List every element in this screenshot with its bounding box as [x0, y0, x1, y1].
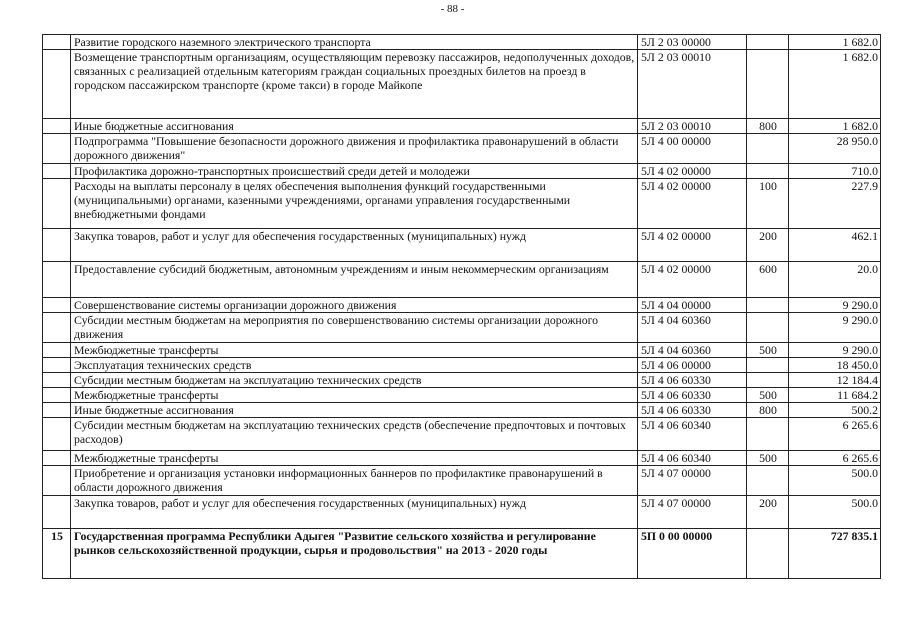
target-code-cell: 5Л 4 02 00000: [638, 164, 747, 179]
amount-cell: 11 684.2: [789, 388, 881, 403]
target-code-cell: 5Л 4 04 60360: [638, 313, 747, 343]
expense-type-cell: [747, 529, 789, 579]
item-name-cell: Субсидии местным бюджетам на эксплуатацию технических средств: [71, 373, 638, 388]
item-name-cell: Совершенствование системы организации дорожного движения: [71, 298, 638, 313]
item-name-cell: Возмещение транспортным организациям, осуществляющим перевозку пассажиров, недополученных доходов, связанных с реализацией отдельным категориям граждан социальных проездных билетов на проезд в городском пассажирском транспорте (кроме такси) в городе Майкопе: [71, 50, 638, 119]
row-number-cell: 15: [43, 529, 71, 579]
amount-cell: 6 265.6: [789, 451, 881, 466]
item-name-cell: Межбюджетные трансферты: [71, 388, 638, 403]
expense-type-cell: [747, 50, 789, 119]
target-code-cell: 5Л 4 06 60330: [638, 373, 747, 388]
expense-type-cell: [747, 35, 789, 50]
target-code-cell: 5П 0 00 00000: [638, 529, 747, 579]
table-row: [43, 298, 881, 313]
table-row: [43, 134, 881, 164]
amount-cell: 1 682.0: [789, 119, 881, 134]
amount-cell: 500.2: [789, 403, 881, 418]
item-name-cell: Приобретение и организация установки информационных баннеров по профилактике правонарушений в области дорожного движения: [71, 466, 638, 496]
target-code-cell: 5Л 4 02 00000: [638, 179, 747, 229]
expense-type-cell: 800: [747, 403, 789, 418]
expense-type-cell: 500: [747, 451, 789, 466]
amount-cell: 28 950.0: [789, 134, 881, 164]
table-row: [43, 229, 881, 262]
table-row: [43, 403, 881, 418]
target-code-cell: 5Л 4 02 00000: [638, 262, 747, 298]
row-number-cell: [43, 403, 71, 418]
item-name-cell: Государственная программа Республики Адыгея "Развитие сельского хозяйства и регулирование рынков сельскохозяйственной продукции, сырья и продовольствия" на 2013 - 2020 годы: [71, 529, 638, 579]
table-row: [43, 262, 881, 298]
target-code-cell: 5Л 4 07 00000: [638, 466, 747, 496]
expense-type-cell: 200: [747, 229, 789, 262]
table-row: [43, 179, 881, 229]
amount-cell: 6 265.6: [789, 418, 881, 451]
item-name-cell: Расходы на выплаты персоналу в целях обеспечения выполнения функций государственными (муниципальными) органами, казенными учреждениями, органами управления государственными внебюджетными фондами: [71, 179, 638, 229]
row-number-cell: [43, 119, 71, 134]
expense-type-cell: [747, 134, 789, 164]
item-name-cell: Эксплуатация технических средств: [71, 358, 638, 373]
item-name-cell: Межбюджетные трансферты: [71, 343, 638, 358]
target-code-cell: 5Л 2 03 00010: [638, 119, 747, 134]
table-row: [43, 373, 881, 388]
amount-cell: 227.9: [789, 179, 881, 229]
expense-type-cell: 200: [747, 496, 789, 529]
amount-cell: 9 290.0: [789, 313, 881, 343]
table-row: [43, 343, 881, 358]
budget-table-body: [43, 35, 881, 579]
amount-cell: 1 682.0: [789, 50, 881, 119]
item-name-cell: Закупка товаров, работ и услуг для обеспечения государственных (муниципальных) нужд: [71, 229, 638, 262]
row-number-cell: [43, 358, 71, 373]
row-number-cell: [43, 418, 71, 451]
table-row: [43, 313, 881, 343]
amount-cell: 9 290.0: [789, 298, 881, 313]
expense-type-cell: [747, 313, 789, 343]
table-row: [43, 418, 881, 451]
row-number-cell: [43, 229, 71, 262]
item-name-cell: Развитие городского наземного электрического транспорта: [71, 35, 638, 50]
amount-cell: 727 835.1: [789, 529, 881, 579]
target-code-cell: 5Л 4 06 60340: [638, 418, 747, 451]
item-name-cell: Межбюджетные трансферты: [71, 451, 638, 466]
row-number-cell: [43, 496, 71, 529]
target-code-cell: 5Л 4 02 00000: [638, 229, 747, 262]
table-row: [43, 164, 881, 179]
table-row: [43, 119, 881, 134]
target-code-cell: 5Л 2 03 00000: [638, 35, 747, 50]
item-name-cell: Иные бюджетные ассигнования: [71, 119, 638, 134]
row-number-cell: [43, 298, 71, 313]
target-code-cell: 5Л 4 06 00000: [638, 358, 747, 373]
row-number-cell: [43, 388, 71, 403]
expense-type-cell: [747, 164, 789, 179]
target-code-cell: 5Л 4 04 60360: [638, 343, 747, 358]
table-row: [43, 466, 881, 496]
item-name-cell: Подпрограмма "Повышение безопасности дорожного движения и профилактика правонарушений в области дорожного движения": [71, 134, 638, 164]
table-row: [43, 50, 881, 119]
target-code-cell: 5Л 4 04 00000: [638, 298, 747, 313]
amount-cell: 500.0: [789, 466, 881, 496]
table-row: [43, 35, 881, 50]
target-code-cell: 5Л 4 07 00000: [638, 496, 747, 529]
table-row: [43, 451, 881, 466]
row-number-cell: [43, 164, 71, 179]
item-name-cell: Иные бюджетные ассигнования: [71, 403, 638, 418]
row-number-cell: [43, 451, 71, 466]
expense-type-cell: 100: [747, 179, 789, 229]
expense-type-cell: 800: [747, 119, 789, 134]
item-name-cell: Субсидии местным бюджетам на мероприятия по совершенствованию системы организации дорожного движения: [71, 313, 638, 343]
target-code-cell: 5Л 4 06 60330: [638, 388, 747, 403]
row-number-cell: [43, 343, 71, 358]
expense-type-cell: [747, 373, 789, 388]
row-number-cell: [43, 466, 71, 496]
row-number-cell: [43, 373, 71, 388]
amount-cell: 1 682.0: [789, 35, 881, 50]
target-code-cell: 5Л 4 06 60340: [638, 451, 747, 466]
expense-type-cell: 500: [747, 343, 789, 358]
item-name-cell: Профилактика дорожно-транспортных происшествий среди детей и молодежи: [71, 164, 638, 179]
expense-type-cell: 500: [747, 388, 789, 403]
target-code-cell: 5Л 4 00 00000: [638, 134, 747, 164]
table-row: [43, 496, 881, 529]
expense-type-cell: [747, 358, 789, 373]
amount-cell: 20.0: [789, 262, 881, 298]
table-row: [43, 388, 881, 403]
amount-cell: 462.1: [789, 229, 881, 262]
item-name-cell: Субсидии местным бюджетам на эксплуатацию технических средств (обеспечение предпочтовых и почтовых расходов): [71, 418, 638, 451]
row-number-cell: [43, 179, 71, 229]
expense-type-cell: [747, 298, 789, 313]
target-code-cell: 5Л 4 06 60330: [638, 403, 747, 418]
amount-cell: 18 450.0: [789, 358, 881, 373]
amount-cell: 500.0: [789, 496, 881, 529]
row-number-cell: [43, 262, 71, 298]
target-code-cell: 5Л 2 03 00010: [638, 50, 747, 119]
row-number-cell: [43, 50, 71, 119]
expense-type-cell: [747, 466, 789, 496]
row-number-cell: [43, 134, 71, 164]
table-row: [43, 358, 881, 373]
row-number-cell: [43, 35, 71, 50]
table-row: [43, 529, 881, 579]
expense-type-cell: [747, 418, 789, 451]
amount-cell: 12 184.4: [789, 373, 881, 388]
expense-type-cell: 600: [747, 262, 789, 298]
page-number: - 88 -: [440, 3, 465, 15]
budget-table: [42, 34, 881, 579]
amount-cell: 710.0: [789, 164, 881, 179]
amount-cell: 9 290.0: [789, 343, 881, 358]
row-number-cell: [43, 313, 71, 343]
item-name-cell: Закупка товаров, работ и услуг для обеспечения государственных (муниципальных) нужд: [71, 496, 638, 529]
item-name-cell: Предоставление субсидий бюджетным, автономным учреждениям и иным некоммерческим организациям: [71, 262, 638, 298]
